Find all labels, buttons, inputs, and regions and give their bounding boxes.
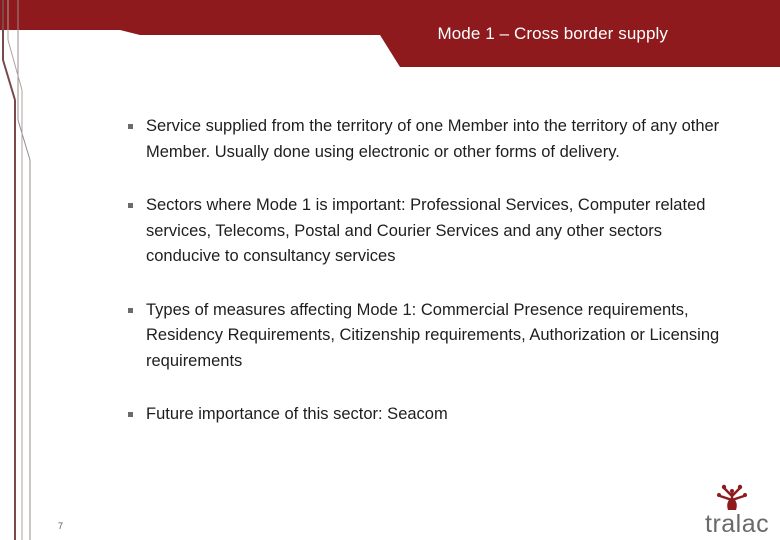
left-decorative-lines <box>0 0 40 540</box>
page-number: 7 <box>58 521 64 531</box>
bullet-marker <box>128 124 133 129</box>
bullet-marker <box>128 412 133 417</box>
bullet-list <box>124 114 724 428</box>
bullet-item <box>124 402 724 428</box>
logo-text: tralac <box>705 510 770 538</box>
bullet-text: Commercial Presence requirements, Residency Requirements, Citizenship requirements, Authorization or Licensing requirements <box>146 300 720 370</box>
bullet-text: Service supplied from the territory of one Member into the territory of any other Member. Usually done using electronic or other forms of delivery. <box>146 117 720 161</box>
bullet-text: Future importance of this sector: Seacom <box>146 405 448 423</box>
bullet-lead: Sectors where Mode 1 is important: <box>146 196 406 214</box>
bullet-marker <box>128 203 133 208</box>
bullet-marker <box>128 308 133 313</box>
slide-title: Mode 1 – Cross border supply <box>437 24 668 43</box>
bullet-text: Professional Services, Computer related services, Telecoms, Postal and Courier Services and any other sectors conducive to consultancy services <box>146 196 706 265</box>
bullet-item <box>124 298 724 375</box>
bullet-lead: Types of measures affecting Mode 1: <box>146 300 417 319</box>
bullet-item <box>124 114 724 165</box>
bullet-item <box>124 193 724 270</box>
